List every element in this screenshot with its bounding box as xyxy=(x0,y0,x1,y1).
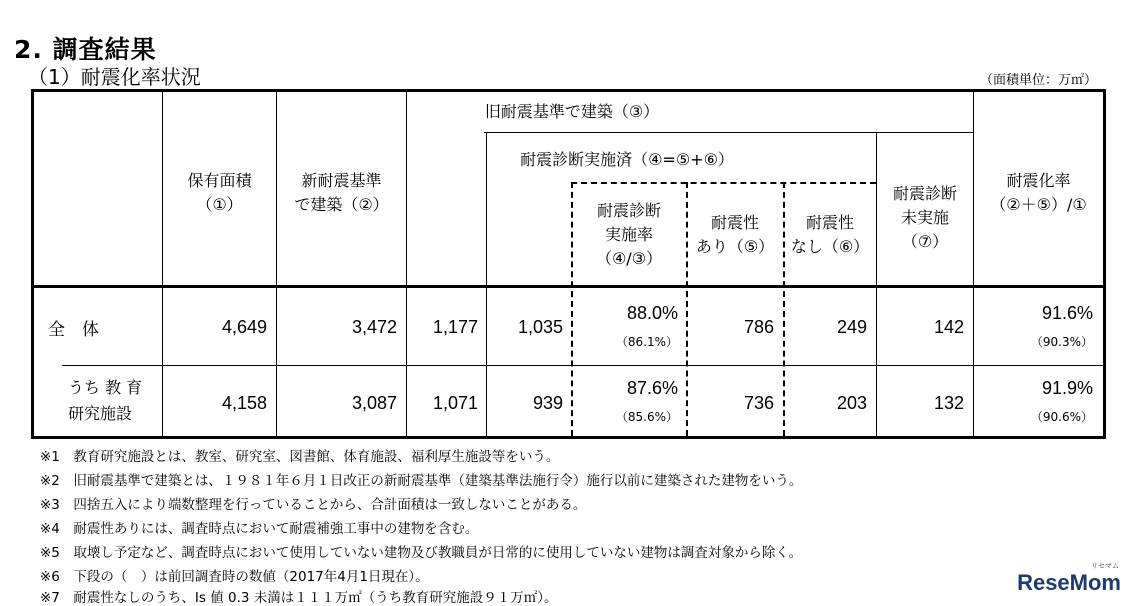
row-total-ratio-prev: （90.3%） xyxy=(1030,335,1093,349)
row-edu-diag: 939 xyxy=(532,393,563,413)
page-title: 2. 調査結果 xyxy=(14,35,157,64)
row-total-rate: 88.0% xyxy=(626,303,678,323)
row-total-undiag: 142 xyxy=(933,317,964,337)
row-edu-rate: 87.6% xyxy=(626,378,678,398)
header-yes: 耐震性 あり（⑤） xyxy=(695,213,775,256)
row-edu-new: 3,087 xyxy=(351,393,397,413)
row-total-no: 249 xyxy=(836,317,867,337)
row-total-yes: 786 xyxy=(743,317,774,337)
row-edu-ratio-prev: （90.6%） xyxy=(1030,410,1093,424)
row-edu-no: 203 xyxy=(836,393,867,413)
row-edu-old: 1,071 xyxy=(432,393,478,413)
footnote-1: ※1 教育研究施設とは、教室、研究室、図書館、体育施設、福利厚生施設等をいう。 xyxy=(40,449,560,465)
row-total-old: 1,177 xyxy=(432,317,478,337)
diag-group-bottom-dashed xyxy=(571,182,876,184)
col-line-new xyxy=(406,92,407,436)
header-new: 新耐震基準 で建築（②） xyxy=(294,171,389,214)
row-total-area: 4,649 xyxy=(221,317,267,337)
footnote-7: ※7 耐震性なしのうち、Is 値 0.3 未満は１１１万㎡（うち教育研究施設９１万㎡）。 xyxy=(40,590,558,606)
row-total-label: 全 体 xyxy=(48,320,99,340)
row-edu-ratio: 91.9% xyxy=(1041,378,1093,398)
unit-note: （面積単位：万㎡） xyxy=(979,73,1097,88)
row-total-new: 3,472 xyxy=(351,317,397,337)
header-undiag: 耐震診断 未実施 （⑦） xyxy=(892,184,957,251)
header-bottom-line xyxy=(34,285,1103,288)
footnote-3: ※3 四捨五入により端数整理を行っていることから、合計面積は一致しないことがある。 xyxy=(40,497,587,513)
header-rate: 耐震診断 実施率 （④/③） xyxy=(595,201,663,268)
row-edu-rate-prev: （85.6%） xyxy=(615,410,678,424)
row-edu-yes: 736 xyxy=(743,393,774,413)
header-no: 耐震性 なし（⑥） xyxy=(790,213,870,256)
col-line-undiag xyxy=(876,133,877,436)
header-diag-done: 耐震診断実施済（④=⑤+⑥） xyxy=(520,150,734,169)
row-total-rate-prev: （86.1%） xyxy=(615,335,678,349)
col-line-old xyxy=(486,133,487,436)
section-subtitle: （1）耐震化率状況 xyxy=(28,65,201,89)
col-line-label xyxy=(162,92,163,436)
header-area: 保有面積 （①） xyxy=(187,171,252,214)
row-edu-undiag: 132 xyxy=(933,393,964,413)
header-ratio: 耐震化率 （②＋⑤）/① xyxy=(990,171,1087,214)
row-total-diag: 1,035 xyxy=(517,317,563,337)
footnote-6: ※6 下段の（ ）は前回調査時の数値（2017年4月1日現在）。 xyxy=(40,569,429,585)
row-divider xyxy=(62,365,1103,366)
row-edu-label: うち 教 育 研究施設 xyxy=(68,378,143,423)
col-line-area xyxy=(276,92,277,436)
row-total-ratio: 91.6% xyxy=(1041,303,1093,323)
resemom-logo: ReseMom リセマム xyxy=(1017,563,1121,595)
footnote-4: ※4 耐震性ありには、調査時点において耐震補強工事中の建物を含む。 xyxy=(40,521,479,537)
seismic-table xyxy=(31,89,1106,439)
footnote-2: ※2 旧耐震基準で建築とは、１９８１年６月１日改正の新耐震基準（建築基準法施行令）施行以前に建築された建物をいう。 xyxy=(40,473,803,489)
footnote-5: ※5 取壊し予定など、調査時点において使用していない建物及び教職員が日常的に使用していない建物は調査対象から除く。 xyxy=(40,545,803,561)
row-edu-area: 4,158 xyxy=(221,393,267,413)
header-old: 旧耐震基準で建築（③） xyxy=(484,102,660,121)
old-group-bottom xyxy=(484,132,974,133)
